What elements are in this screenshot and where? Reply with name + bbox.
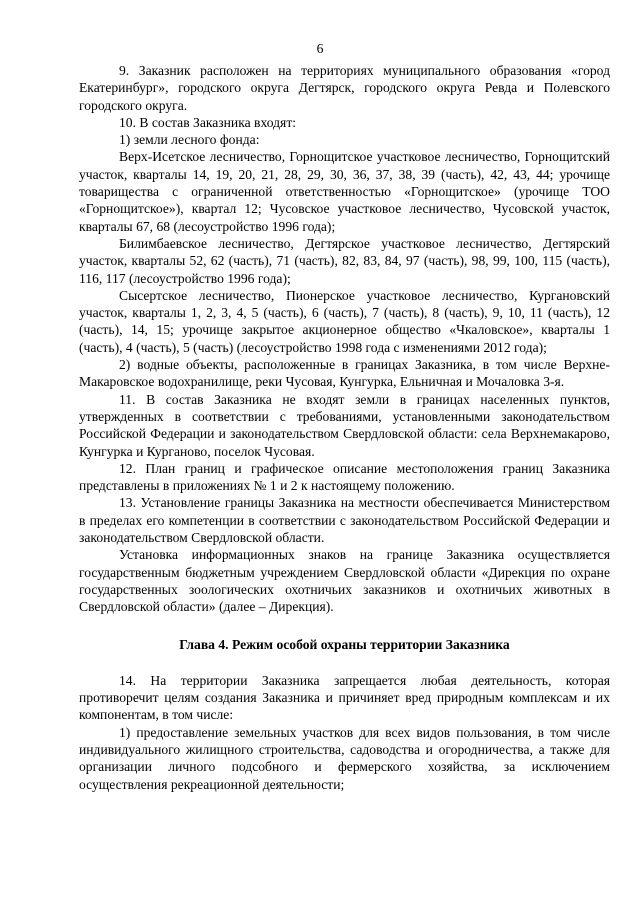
paragraph-signs: Установка информационных знаков на границе Заказника осуществляется государственным бюджетным учреждением Свердловской области «Дирекция по охране государственных зоологических охотничьих заказников и охотничьих животных в Свердловской области» (далее – Дирекция). [79,547,610,615]
paragraph-bilimbaevskoe: Билимбаевское лесничество, Дегтярское участковое лесничество, Дегтярский участок, кварталы 52, 62 (часть), 71 (часть), 82, 83, 84, 97 (часть), 98, 99, 100, 115 (часть), 116, 117 (лесоустройство 1996 года); [79,235,610,286]
paragraph-10: 10. В состав Заказника входят: [119,114,297,130]
paragraph-verkh-isetskoe: Верх-Исетское лесничество, Горнощитское участковое лесничество, Горнощитский участок, кварталы 14, 19, 20, 21, 28, 29, 30, 36, 37, 38, 39 (часть), 42, 43, 44; урочище товарищества с ограниченной ответственностью «Горнощитское» (урочище ТОО «Горнощитское»), квартал 12; Чусовское участковое лесничество, Чусовской участок, кварталы 67, 68 (лесоустройство 1996 года); [79,149,610,234]
chapter-heading: Глава 4. Режим особой охраны территории Заказника [179,636,510,652]
paragraph-sysertskoe: Сысертское лесничество, Пионерское участковое лесничество, Кургановский участок, кварталы 1, 2, 3, 4, 5 (часть), 6 (часть), 7 (часть), 8 (часть), 9, 10, 11 (часть), 12 (часть), 14, 15; урочище закрытое акционерное общество «Чкаловское», кварталы 1 (часть), 4 (часть), 5 (часть) (лесоустройство 1998 года с изменениями 2012 года); [79,287,610,355]
document-body [79,62,610,793]
paragraph-11: 11. В состав Заказника не входят земли в границах населенных пунктов, утвержденных в соответствии с требованиями, установленными законодательством Российской Федерации и законодательством Свердловской области: села Верхнемакарово, Кунгурка и Курганово, поселок Чусовая. [79,391,610,459]
paragraph-9: 9. Заказник расположен на территориях муниципального образования «город Екатеринбург», городского округа Дегтярск, городского округа Ревда и Полевского городского округа. [79,63,610,113]
paragraph-10-item-1: 1) земли лесного фонда: [119,132,260,148]
paragraph-14-item-1: 1) предоставление земельных участков для всех видов пользования, в том числе индивидуального жилищного строительства, садоводства и огородничества, а также для организации личного подсобного и фермерского хозяйства, за исключением осуществления рекреационной деятельности; [79,724,610,792]
paragraph-10-item-2: 2) водные объекты, расположенные в границах Заказника, в том числе Верхне-Макаровское водохранилище, реки Чусовая, Кунгурка, Ельничная и Мочаловка 3-я. [79,357,610,390]
paragraph-13: 13. Установление границы Заказника на местности обеспечивается Министерством в пределах его компетенции в соответствии с законодательством Российской Федерации и законодательством Свердловской области. [79,495,610,546]
page-number: 6 [316,41,324,56]
paragraph-14: 14. На территории Заказника запрещается любая деятельность, которая противоречит целям создания Заказника и причиняет вред природным комплексам и их компонентам, в том числе: [79,672,610,723]
paragraph-12: 12. План границ и графическое описание местоположения границ Заказника представлены в приложениях № 1 и 2 к настоящему положению. [79,460,610,494]
